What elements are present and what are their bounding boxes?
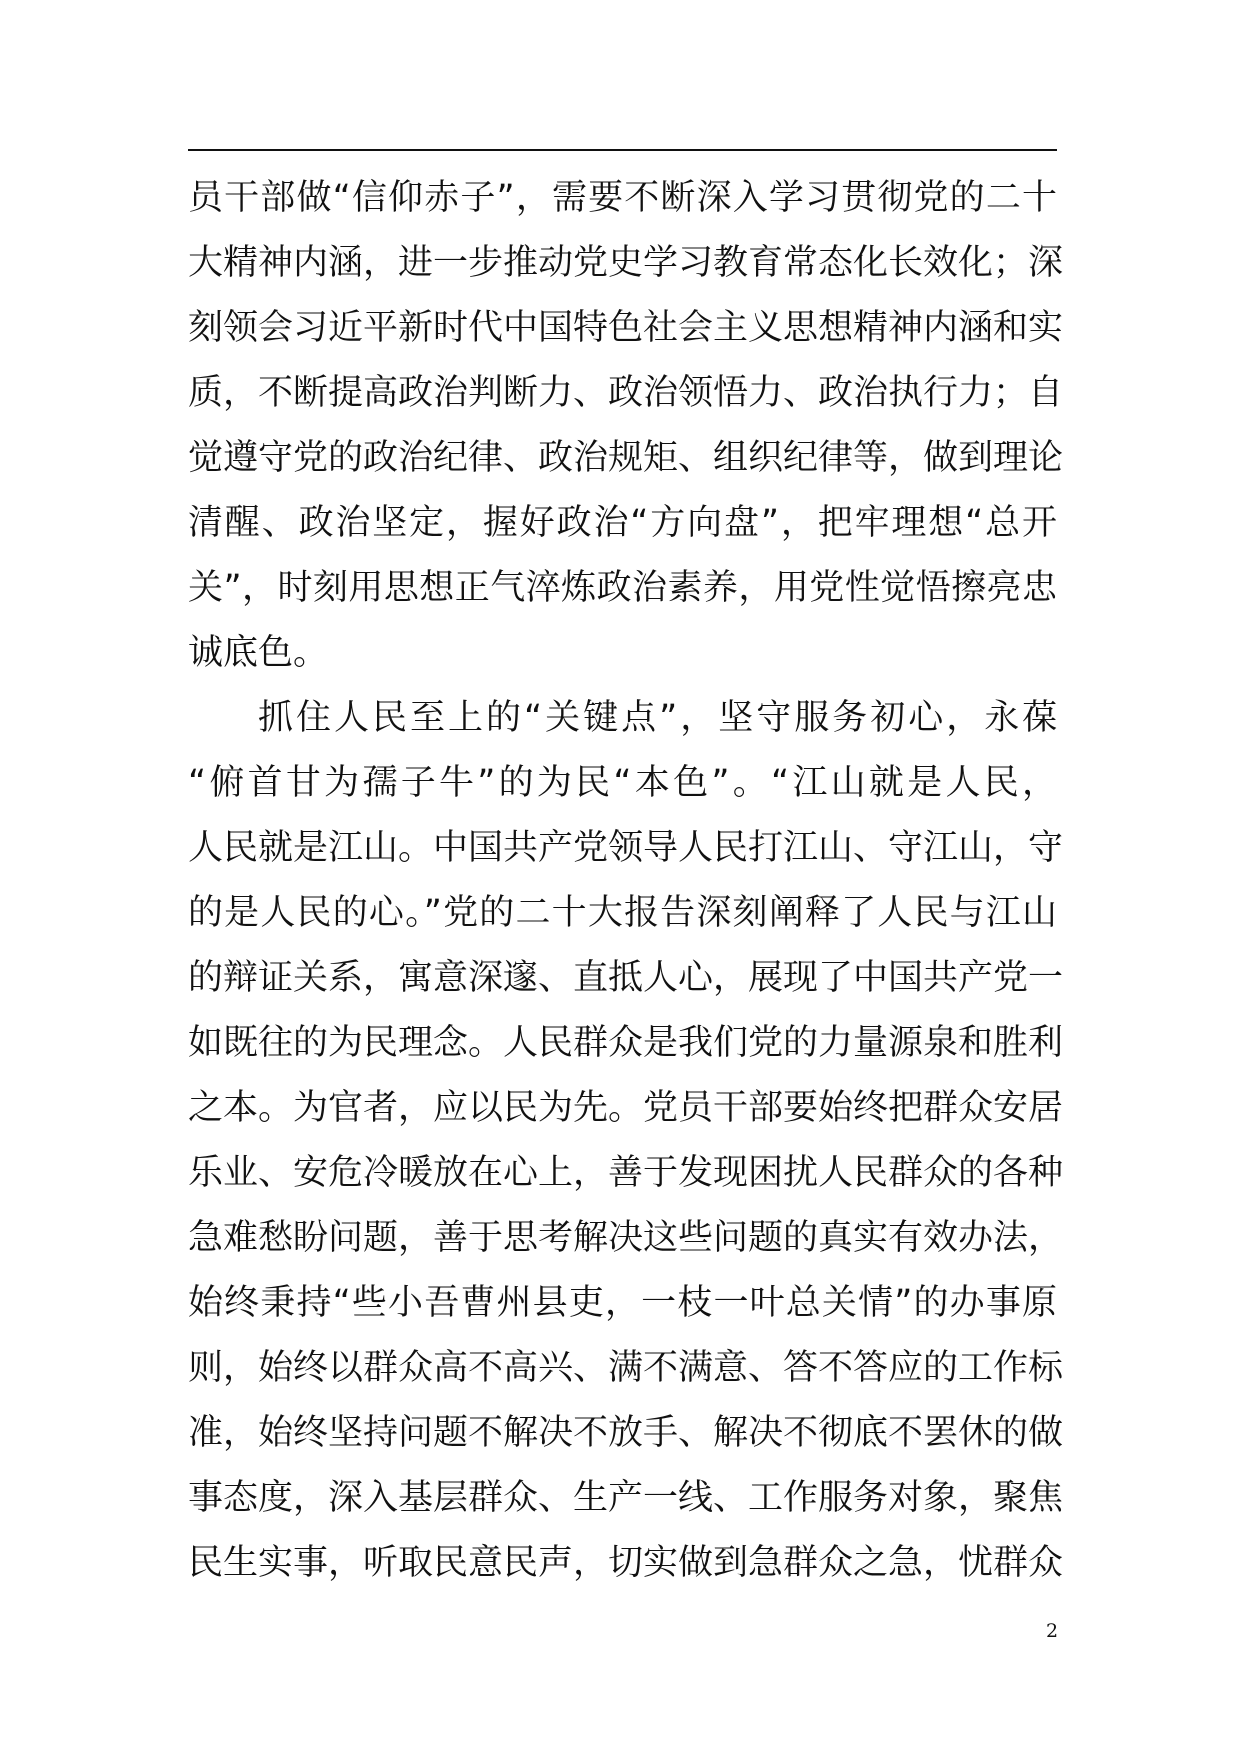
text-line: 始终秉持“些小吾曹州县吏，一枝一叶总关情”的办事原 [188, 1283, 1057, 1323]
header-rule [188, 149, 1057, 151]
body-text [188, 166, 1064, 1596]
page-number: 2 [1046, 1620, 1059, 1642]
text-line: 的是人民的心。”党的二十大报告深刻阐释了人民与江山 [188, 893, 1057, 933]
text-line: 刻领会习近平新时代中国特色社会主义思想精神内涵和实 [188, 308, 1064, 348]
text-line: 准，始终坚持问题不解决不放手、解决不彻底不罢休的做 [188, 1413, 1064, 1453]
text-line: 诚底色。 [188, 633, 329, 673]
paragraph-first-line: 抓住人民至上的“关键点”，坚守服务初心，永葆 [258, 698, 1061, 738]
text-line: 的辩证关系，寓意深邃、直抵人心，展现了中国共产党一 [188, 958, 1064, 998]
text-line: 民生实事，听取民意民声，切实做到急群众之急，忧群众 [188, 1543, 1064, 1583]
text-line: 则，始终以群众高不高兴、满不满意、答不答应的工作标 [188, 1348, 1064, 1388]
text-line: 员干部做“信仰赤子”，需要不断深入学习贯彻党的二十 [188, 178, 1057, 218]
text-line: 清醒、政治坚定，握好政治“方向盘”，把牢理想“总开 [188, 503, 1057, 543]
text-line: 如既往的为民理念。人民群众是我们党的力量源泉和胜利 [188, 1023, 1064, 1063]
text-line: 关”，时刻用思想正气淬炼政治素养，用党性觉悟擦亮忠 [188, 568, 1057, 608]
text-line: 大精神内涵，进一步推动党史学习教育常态化长效化；深 [188, 243, 1064, 283]
text-line: 质，不断提高政治判断力、政治领悟力、政治执行力；自 [188, 373, 1064, 413]
text-line: 急难愁盼问题，善于思考解决这些问题的真实有效办法， [188, 1218, 1064, 1258]
text-line: 人民就是江山。中国共产党领导人民打江山、守江山，守 [188, 828, 1064, 868]
text-line: “俯首甘为孺子牛”的为民“本色”。“江山就是人民， [188, 763, 1057, 803]
text-line: 事态度，深入基层群众、生产一线、工作服务对象，聚焦 [188, 1478, 1064, 1518]
text-line: 之本。为官者，应以民为先。党员干部要始终把群众安居 [188, 1088, 1064, 1128]
text-line: 乐业、安危冷暖放在心上，善于发现困扰人民群众的各种 [188, 1153, 1064, 1193]
text-line: 觉遵守党的政治纪律、政治规矩、组织纪律等，做到理论 [188, 438, 1064, 478]
